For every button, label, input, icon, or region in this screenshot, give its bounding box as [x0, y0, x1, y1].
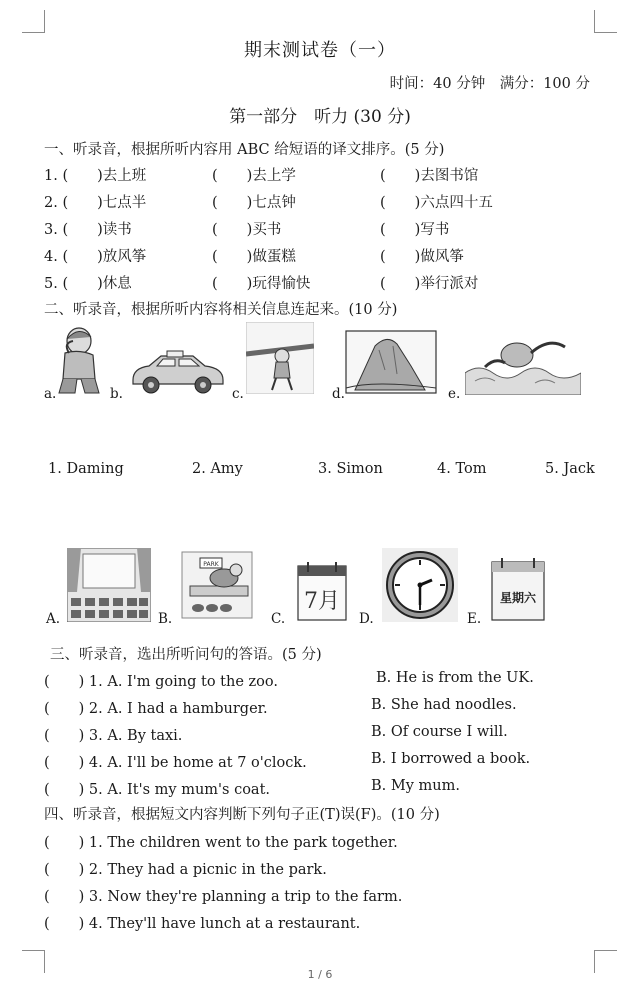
crop-mark-top-left	[22, 10, 45, 33]
picture-label-e: e.	[448, 386, 461, 402]
clock-picture	[382, 548, 458, 622]
s1-item: ( )做风筝	[380, 249, 464, 265]
page-title: 期末测试卷（一）	[244, 40, 396, 61]
picture-label-E: E.	[467, 611, 482, 627]
s3-option-a: ( ) 5. A. It's my mum's coat.	[44, 782, 271, 798]
s3-option-b: B. I borrowed a book.	[371, 751, 531, 767]
picture-label-A: A.	[46, 611, 61, 627]
s3-option-a: ( ) 2. A. I had a hamburger.	[44, 701, 268, 717]
s3-option-a: ( ) 4. A. I'll be home at 7 o'clock.	[44, 755, 307, 771]
picture-label-B: B.	[158, 611, 173, 627]
boy-sneezing-picture	[55, 323, 103, 395]
s3-option-b: B. My mum.	[371, 778, 460, 794]
s1-item: 4. ( )放风筝	[44, 249, 147, 265]
s1-item: ( )买书	[212, 222, 282, 238]
s1-item: ( )去图书馆	[380, 168, 479, 184]
calendar-saturday-picture	[490, 556, 546, 622]
picture-label-d: d.	[332, 386, 345, 402]
section-1-heading: 一、听录音，根据所听内容用 ABC 给短语的译文排序。(5 分)	[44, 142, 445, 158]
picture-label-b: b.	[110, 386, 123, 402]
taxi-picture	[127, 350, 227, 394]
calendar-day-text: 星期六	[499, 591, 537, 605]
s1-item: 3. ( )读书	[44, 222, 132, 238]
name-item: 1. Daming	[48, 461, 124, 477]
s4-statement: ( ) 1. The children went to the park together.	[44, 835, 398, 851]
exam-meta: 时间：40 分钟 满分：100 分	[389, 76, 590, 92]
s3-option-b: B. He is from the UK.	[376, 670, 534, 686]
s1-item: 2. ( )七点半	[44, 195, 147, 211]
picture-label-D: D.	[359, 611, 374, 627]
s1-item: ( )写书	[380, 222, 450, 238]
s1-item: ( )七点钟	[212, 195, 296, 211]
calendar-july-picture	[296, 560, 348, 622]
section-3-heading: 三、听录音，选出所听问句的答语。(5 分)	[50, 647, 322, 663]
swimming-picture	[465, 333, 581, 395]
s4-statement: ( ) 2. They had a picnic in the park.	[44, 862, 327, 878]
page-number: 1 / 6	[307, 968, 333, 981]
park-sign-text: PARK	[203, 561, 219, 568]
part-heading: 第一部分 听力 (30 分)	[229, 107, 411, 127]
mountain-picture	[345, 330, 437, 394]
s1-item: 5. ( )休息	[44, 276, 132, 292]
s3-option-b: B. Of course I will.	[371, 724, 508, 740]
picture-label-c: c.	[232, 386, 244, 402]
calendar-month-text: 7月	[304, 589, 340, 614]
cinema-picture	[67, 548, 151, 622]
s1-item: ( )六点四十五	[380, 195, 493, 211]
s4-statement: ( ) 3. Now they're planning a trip to the farm.	[44, 889, 403, 905]
name-item: 3. Simon	[318, 461, 383, 477]
park-picnic-picture	[176, 548, 260, 622]
section-2-heading: 二、听录音，根据所听内容将相关信息连起来。(10 分)	[44, 302, 398, 318]
s1-item: ( )做蛋糕	[212, 249, 296, 265]
section-4-heading: 四、听录音，根据短文内容判断下列句子正(T)误(F)。(10 分)	[44, 807, 440, 823]
name-item: 4. Tom	[437, 461, 487, 477]
picture-label-C: C.	[271, 611, 286, 627]
s3-option-a: ( ) 1. A. I'm going to the zoo.	[44, 674, 278, 690]
name-item: 5. Jack	[545, 461, 595, 477]
s3-option-b: B. She had noodles.	[371, 697, 517, 713]
name-item: 2. Amy	[192, 461, 243, 477]
picture-label-a: a.	[44, 386, 57, 402]
s1-item: 1. ( )去上班	[44, 168, 147, 184]
s3-option-a: ( ) 3. A. By taxi.	[44, 728, 183, 744]
s4-statement: ( ) 4. They'll have lunch at a restaurant.	[44, 916, 361, 932]
s1-item: ( )举行派对	[380, 276, 479, 292]
child-climbing-tree-picture	[246, 322, 314, 394]
crop-mark-top-right	[594, 10, 617, 33]
s1-item: ( )去上学	[212, 168, 296, 184]
s1-item: ( )玩得愉快	[212, 276, 311, 292]
